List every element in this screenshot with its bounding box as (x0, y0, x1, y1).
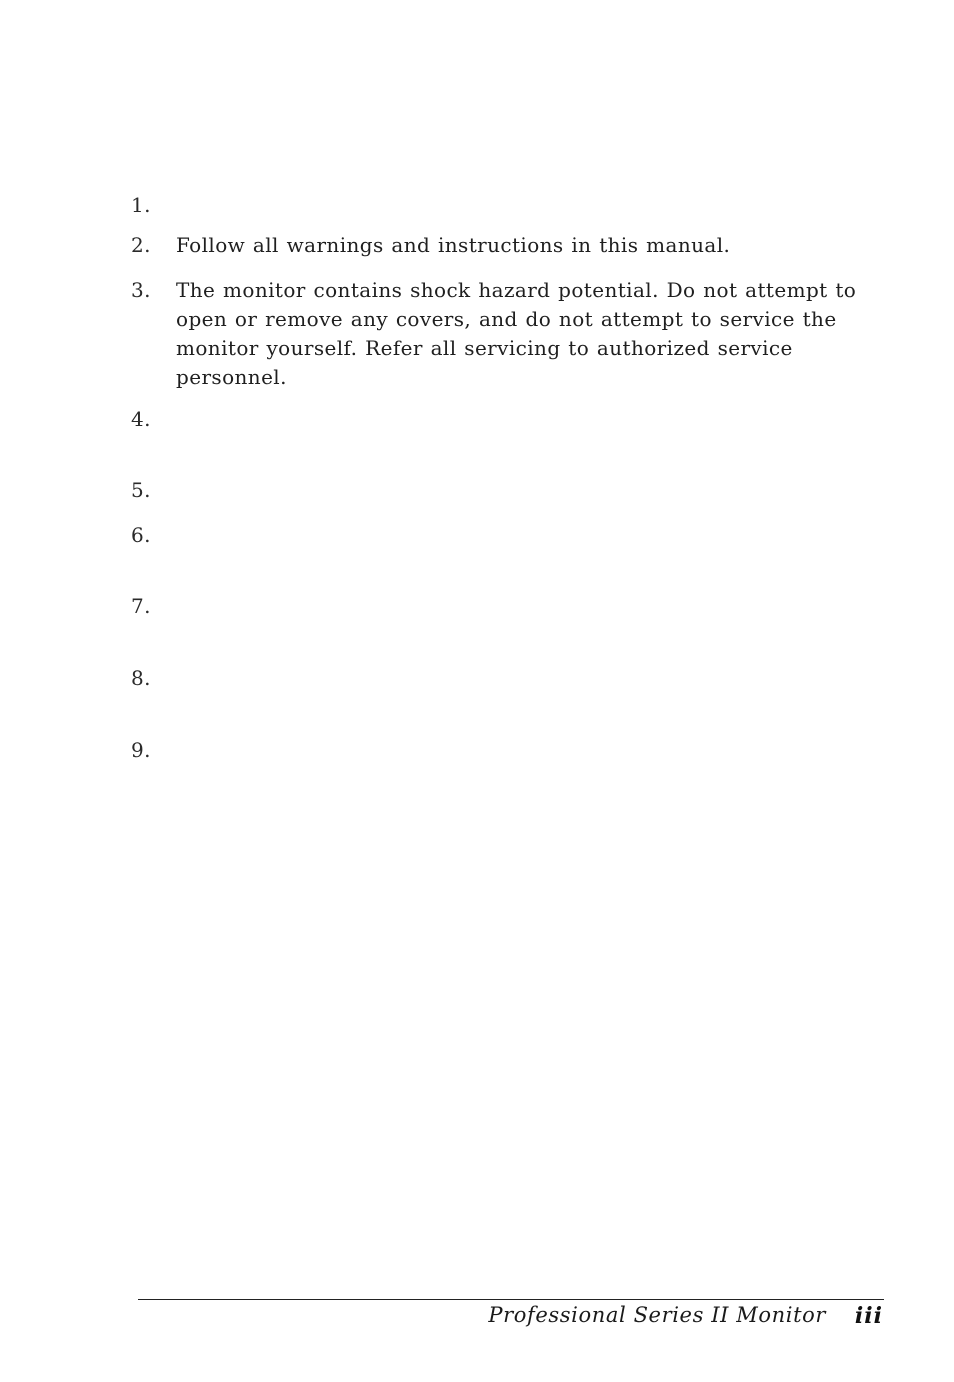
instruction-number: 1. (131, 193, 151, 217)
instruction-number: 3. (131, 278, 151, 302)
instruction-number: 4. (131, 407, 151, 431)
footer-divider (138, 1299, 884, 1300)
instruction-number: 7. (131, 594, 151, 618)
instruction-text: Follow all warnings and instructions in this manual. (176, 233, 731, 257)
instruction-number: 8. (131, 666, 151, 690)
footer-title: Professional Series II Monitor (488, 1303, 826, 1327)
instruction-number: 6. (131, 523, 151, 547)
instruction-text: The monitor contains shock hazard potential. Do not attempt to open or remove any covers, and do not attempt to service the monitor yourself. Refer all servicing to authorized service personnel. (176, 278, 857, 389)
page-number: iii (854, 1303, 883, 1329)
instruction-number: 5. (131, 478, 151, 502)
instruction-item-3 (131, 276, 871, 392)
instruction-number: 9. (131, 738, 151, 762)
instruction-item-2 (131, 231, 871, 260)
instruction-number: 2. (131, 233, 151, 257)
